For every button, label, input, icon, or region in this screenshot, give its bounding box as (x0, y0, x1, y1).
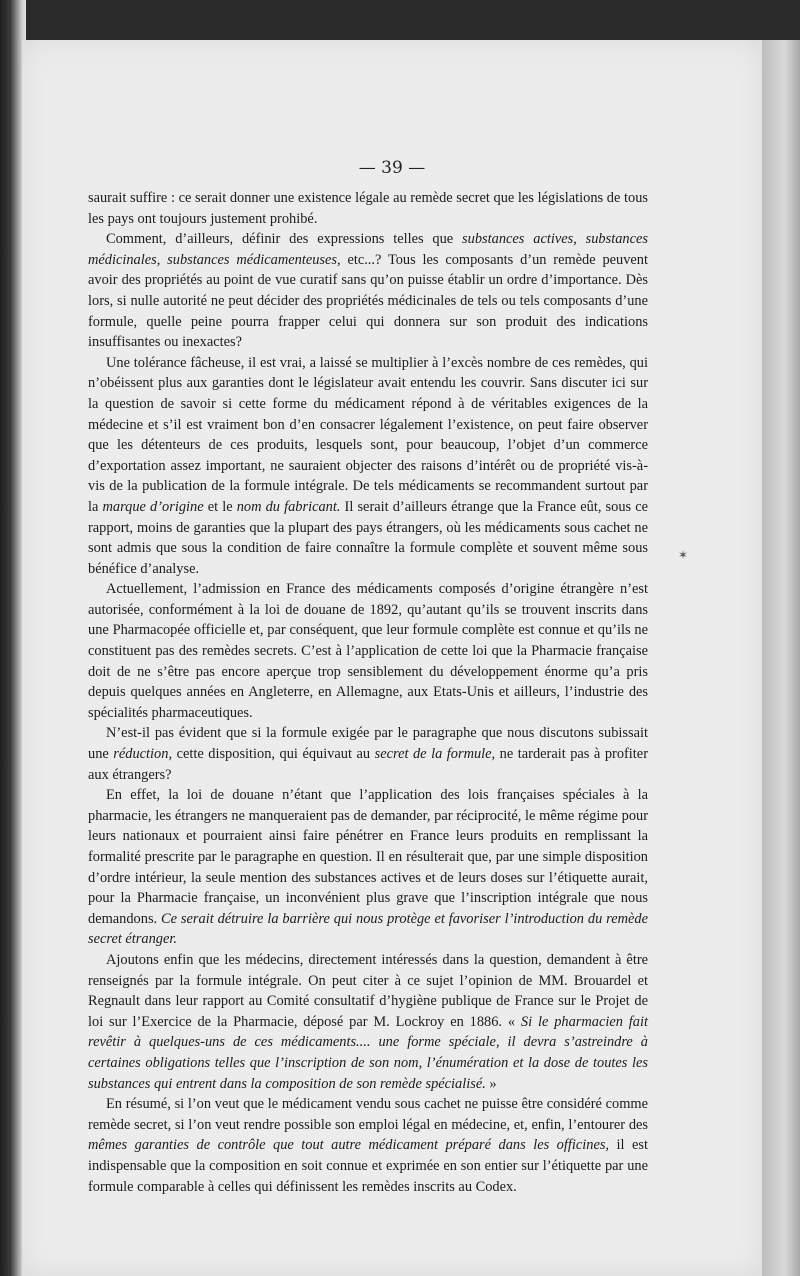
paragraph (88, 188, 648, 229)
italic-run: marque d’origine (102, 498, 204, 515)
text-run: Il serait d’ailleurs étrange que la France eût, sous ce rapport, moins de garanties que la plupart des pays étrangers, où les médicaments sous cachet ne sont admis que sous la condition de faire connaître la formule complète et souvent même sous bénéfice d’analyse. (88, 498, 649, 577)
text-run: Une tolérance fâcheuse, il est vrai, a laissé se multiplier à l’excès nombre de ces remèdes, qui n’obéissent plus aux garanties dont le législateur avait entendu les couvrir. Sans discuter ici sur la question de savoir si cette forme du médicament répond à de véritables exigences de la médecine et s’il est vraiment bon d’en consacrer légalement l’existence, on peut faire observer que les détenteurs de ces produits, lesquels sont, pour beaucoup, l’objet d’un commerce d’exportation assez important, ne sauraient objecter des raisons d’intérêt ou de propriété vis-à-vis de la publication de la formule intégrale. De tels médicaments se recommandent surtout par la (88, 354, 648, 515)
text-run: Comment, d’ailleurs, définir des expressions telles que (106, 231, 463, 248)
italic-run: nom du fabricant. (236, 498, 341, 515)
paragraph (88, 723, 648, 785)
text-run: En résumé, si l’on veut que le médicament vendu sous cachet ne puisse être considéré comme remède secret, si l’on veut rendre possible son emploi légal en médecine, et, enfin, l’entourer des (88, 1096, 648, 1133)
paragraph (88, 353, 648, 580)
text-run: saurait suffire : ce serait donner une existence légale au remède secret que les législations de tous les pays ont toujours justement prohibé. (88, 190, 648, 227)
italic-run: Si le pharmacien fait revêtir à quelques-uns de ces médicaments.... une forme spéciale, il devra s’astreindre à certaines obligations telles que l’inscription de son nom, l’énumération et la dose de toutes les substances qui entrent dans la composition de son remède spécialisé. (88, 1013, 648, 1092)
italic-run: mêmes garanties de contrôle que tout autre médicament préparé dans les officines, (88, 1137, 610, 1154)
page-edge (762, 40, 800, 1276)
text-run: et le (203, 498, 237, 515)
paragraph (88, 579, 648, 723)
text-run: etc...? Tous les composants d’un remède peuvent avoir des propriétés au point de vue curatif sans qu’on puisse établir un ordre d’importance. Dès lors, si nulle autorité ne peut décider des propriétés médicinales de tels ou tels composants d’une formule, quelle peine pourra frapper celui qui donnera sur son produit des indications insuffisantes ou inexactes? (88, 251, 648, 351)
text-run: N’est-il pas évident que si la formule exigée par le paragraphe que nous discutons subissait une (88, 725, 648, 763)
text-run: ne tarderait pas à profiter aux étrangers? (88, 746, 648, 783)
page-number: — 39 — (358, 158, 426, 178)
italic-run: secret de la formule, (374, 746, 496, 763)
paragraph (88, 229, 648, 353)
paragraph (88, 950, 648, 1094)
italic-run: substances actives, substances médicinales, substances médicamenteuses, (88, 231, 648, 268)
italic-run: Ce serait détruire la barrière qui nous protège et favoriser l’introduction du remède secret étranger. (88, 910, 648, 948)
italic-run: réduction, (113, 746, 173, 763)
text-run: En effet, la loi de douane n’étant que l’application des lois françaises spéciales à la pharmacie, les étrangers ne manqueraient pas de demander, par réciprocité, le même régime pour leurs nationaux et pourraient ainsi faire pénétrer en France leurs produits en remplissant la formalité prescrite par le paragraphe en question. Il en résulterait que, par une simple disposition d’ordre intérieur, la seule mention des substances actives et de leurs doses sur l’étiquette aurait, pour la Pharmacie française, un inconvénient plus grave que l’inscription intégrale que nous demandons. (88, 787, 648, 927)
body-text (88, 188, 648, 1197)
text-run: Actuellement, l’admission en France des médicaments composés d’origine étrangère n’est autorisée, conformément à la loi de douane de 1892, qu’autant qu’ils se trouvent inscrits dans une Pharmacopée officielle et, par conséquent, que leur formule complète est connue et qu’ils ne constituent pas des remèdes secrets. C’est à l’application de cette loi que la Pharmacie française doit de ne s’être pas encore aperçue trop sensiblement du développement énorme qu’a pris depuis quelques années en Angleterre, en Allemagne, aux Etats-Unis et ailleurs, l’industrie des spécialités pharmaceutiques. (88, 581, 648, 721)
paragraph (88, 785, 648, 950)
text-run: cette disposition, qui équivaut au (172, 746, 375, 763)
paragraph (88, 1094, 648, 1197)
text-run: Ajoutons enfin que les médecins, directement intéressés dans la question, demandent à être renseignés par la formule intégrale. On peut citer à ce sujet l’opinion de MM. Brouardel et Regnault dans leur rapport au Comité consultatif d’hygiène publique de France sur le Projet de loi sur l’Exercice de la Pharmacie, déposé par M. Lockroy en 1886. « (88, 951, 648, 1030)
text-run: » (485, 1075, 497, 1092)
text-run: il est indispensable que la composition en soit connue et exprimée en son entier sur l’étiquette par une formule comparable à celles qui définissent les remèdes inscrits au Codex. (88, 1137, 649, 1195)
document-page (22, 40, 762, 1276)
ink-mark-icon: ✶ (678, 548, 689, 562)
